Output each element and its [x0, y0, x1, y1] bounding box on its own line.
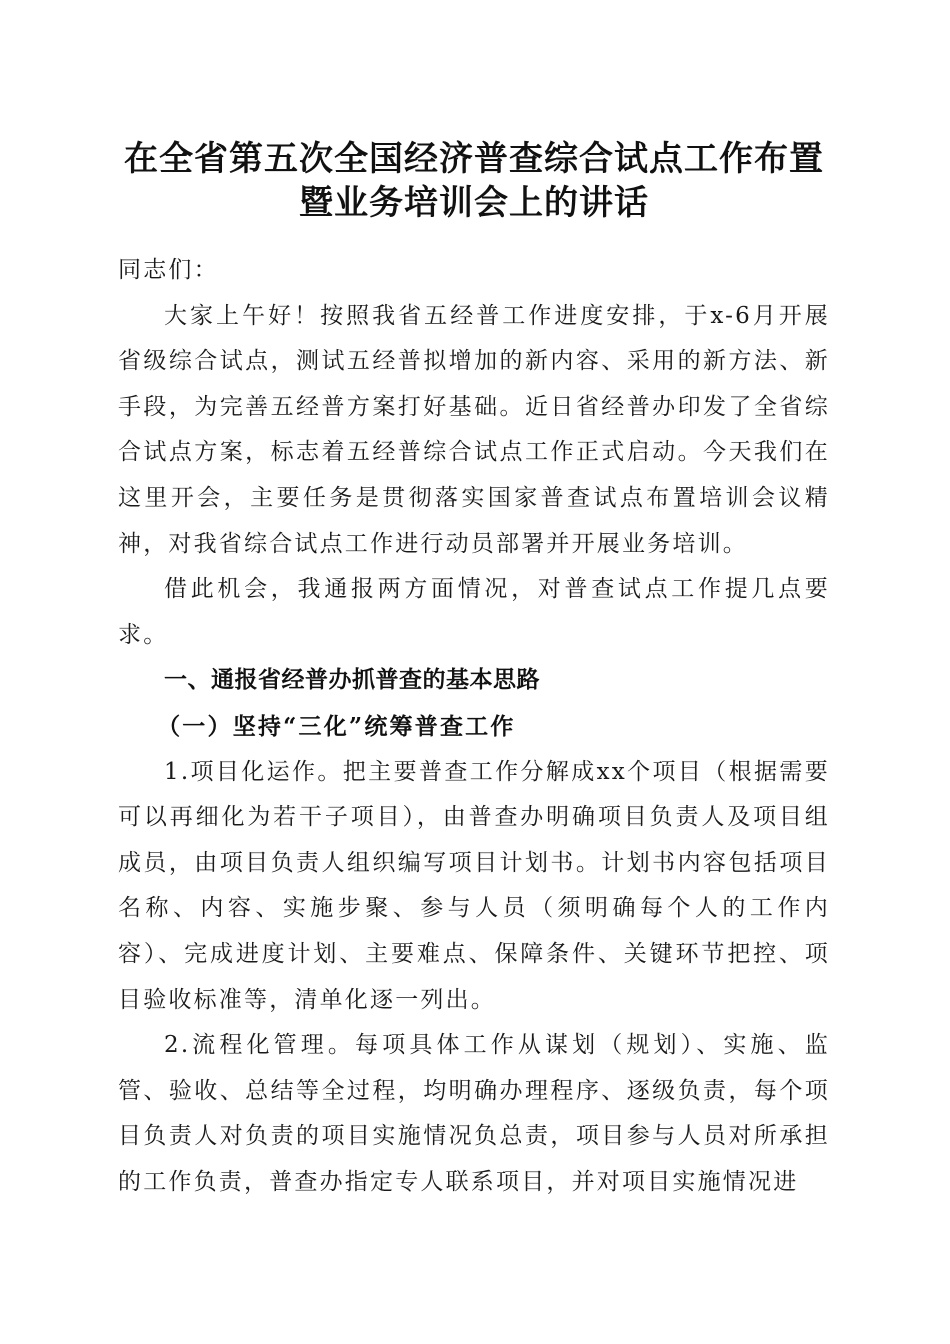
subsection-heading: （一）坚持“三化”统筹普查工作	[157, 712, 516, 740]
item-process-management: 2.流程化管理。每项具体工作从谋划（规划）、实施、监管、验收、总结等全过程，均明确办理程序、逐级负责，每个项目负责人对负责的项目实施情况负总责，项目参与人员对所承担的工作负责，普查办指定专人联系项目，并对项目实施情况进	[118, 1032, 830, 1195]
title-line-2: 暨业务培训会上的讲话	[299, 183, 649, 223]
opening-paragraph: 大家上午好！按照我省五经普工作进度安排，于x-6月开展省级综合试点，测试五经普拟增加的新内容、采用的新方法、新手段，为完善五经普方案打好基础。近日省经普办印发了全省综合试点方案，标志着五经普综合试点工作正式启动。今天我们在这里开会，主要任务是贯彻落实国家普查试点布置培训会议精神，对我省综合试点工作进行动员部署并开展业务培训。	[118, 302, 830, 557]
overview-paragraph: 借此机会，我通报两方面情况，对普查试点工作提几点要求。	[118, 576, 830, 648]
title-line-1: 在全省第五次全国经济普查综合试点工作布置	[124, 139, 824, 179]
item-project-operation: 1.项目化运作。把主要普查工作分解成xx个项目（根据需要可以再细化为若干子项目），由普查办明确项目负责人及项目组成员，由项目负责人组织编写项目计划书。计划书内容包括项目名称、内容、实施步聚、参与人员（须明确每个人的工作内容）、完成进度计划、主要难点、保障条件、关键环节把控、项目验收标准等，清单化逐一列出。	[118, 758, 830, 1013]
document-body	[118, 248, 830, 1205]
salutation: 同志们：	[118, 257, 219, 283]
section-heading: 一、通报省经普办抓普查的基本思路	[164, 667, 540, 694]
document-title	[118, 137, 830, 225]
